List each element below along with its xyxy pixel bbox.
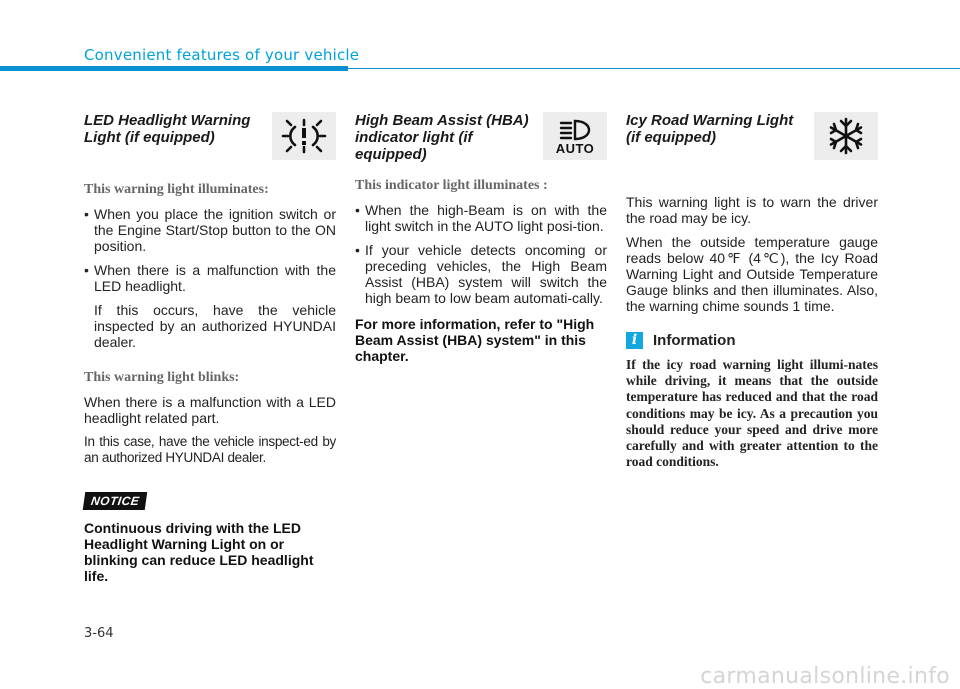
section-heading-row [84, 112, 336, 166]
section-title: LED Headlight Warning Light (if equipped) [84, 112, 251, 146]
led-headlight-warning-icon [272, 112, 336, 160]
auto-label: AUTO [555, 140, 595, 156]
bullet-list [84, 206, 336, 294]
info-icon: i [626, 332, 643, 349]
paragraph: When there is a malfunction with a LED headlight related part. [84, 394, 336, 426]
notice-text: Continuous driving with the LED Headlight Warning Light on or blinking can reduce LED headlight life. [84, 520, 314, 584]
section-heading-row [355, 112, 607, 166]
notice-badge-row [84, 492, 336, 510]
header-rule-thick [0, 66, 348, 71]
header-rule-thin [348, 68, 960, 69]
bullet-list [355, 202, 607, 306]
section-title: High Beam Assist (HBA) indicator light (if equipped) [355, 112, 529, 163]
notice-badge: NOTICE [83, 492, 148, 510]
watermark: carmanualsonline.info [700, 664, 950, 689]
section-header-title: Convenient features of your vehicle [84, 46, 360, 64]
information-text: If the icy road warning light illumi-nates while driving, it means that the outside temperature has reduced and that the road conditions may be icy. As a precaution you should reduce your speed and drive more carefully and with greater attention to the road conditions. [626, 357, 878, 470]
section-heading-row [626, 112, 878, 166]
list-item: • When you place the ignition switch or the Engine Start/Stop button to the ON position. [84, 206, 336, 254]
subheading-illuminates: This indicator light illuminates : [355, 178, 548, 193]
list-item: • If your vehicle detects oncoming or preceding vehicles, the High Beam Assist (HBA) system will switch the high beam to low beam automati-cally. [355, 242, 607, 306]
paragraph: This warning light is to warn the driver the road may be icy. [626, 194, 878, 226]
indented-note: If this occurs, have the vehicle inspected by an authorized HYUNDAI dealer. [94, 302, 336, 350]
column-high-beam-assist [355, 112, 607, 364]
reference-text: For more information, refer to "High Beam Assist (HBA) system" in this chapter. [355, 316, 595, 364]
paragraph: In this case, have the vehicle inspect-ed by an authorized HYUNDAI dealer. [84, 434, 336, 465]
subheading-illuminates: This warning light illuminates: [84, 182, 269, 197]
list-item: • When the high-Beam is on with the light switch in the AUTO light posi-tion. [355, 202, 607, 234]
information-heading [626, 332, 878, 349]
column-icy-road-warning [626, 112, 878, 470]
page-number: 3-64 [84, 626, 114, 641]
paragraph: When the outside temperature gauge reads below 40℉ (4℃), the Icy Road Warning Light and Outside Temperature Gauge blinks and then illuminates. Also, the warning chime sounds 1 time. [626, 234, 878, 314]
column-led-headlight-warning [84, 112, 336, 584]
snowflake-icon [814, 112, 878, 160]
section-title: Icy Road Warning Light (if equipped) [626, 112, 794, 146]
subheading-blinks: This warning light blinks: [84, 370, 240, 385]
high-beam-auto-icon [543, 112, 607, 160]
information-title: Information [653, 332, 736, 349]
list-item: • When there is a malfunction with the LED headlight. [84, 262, 336, 294]
